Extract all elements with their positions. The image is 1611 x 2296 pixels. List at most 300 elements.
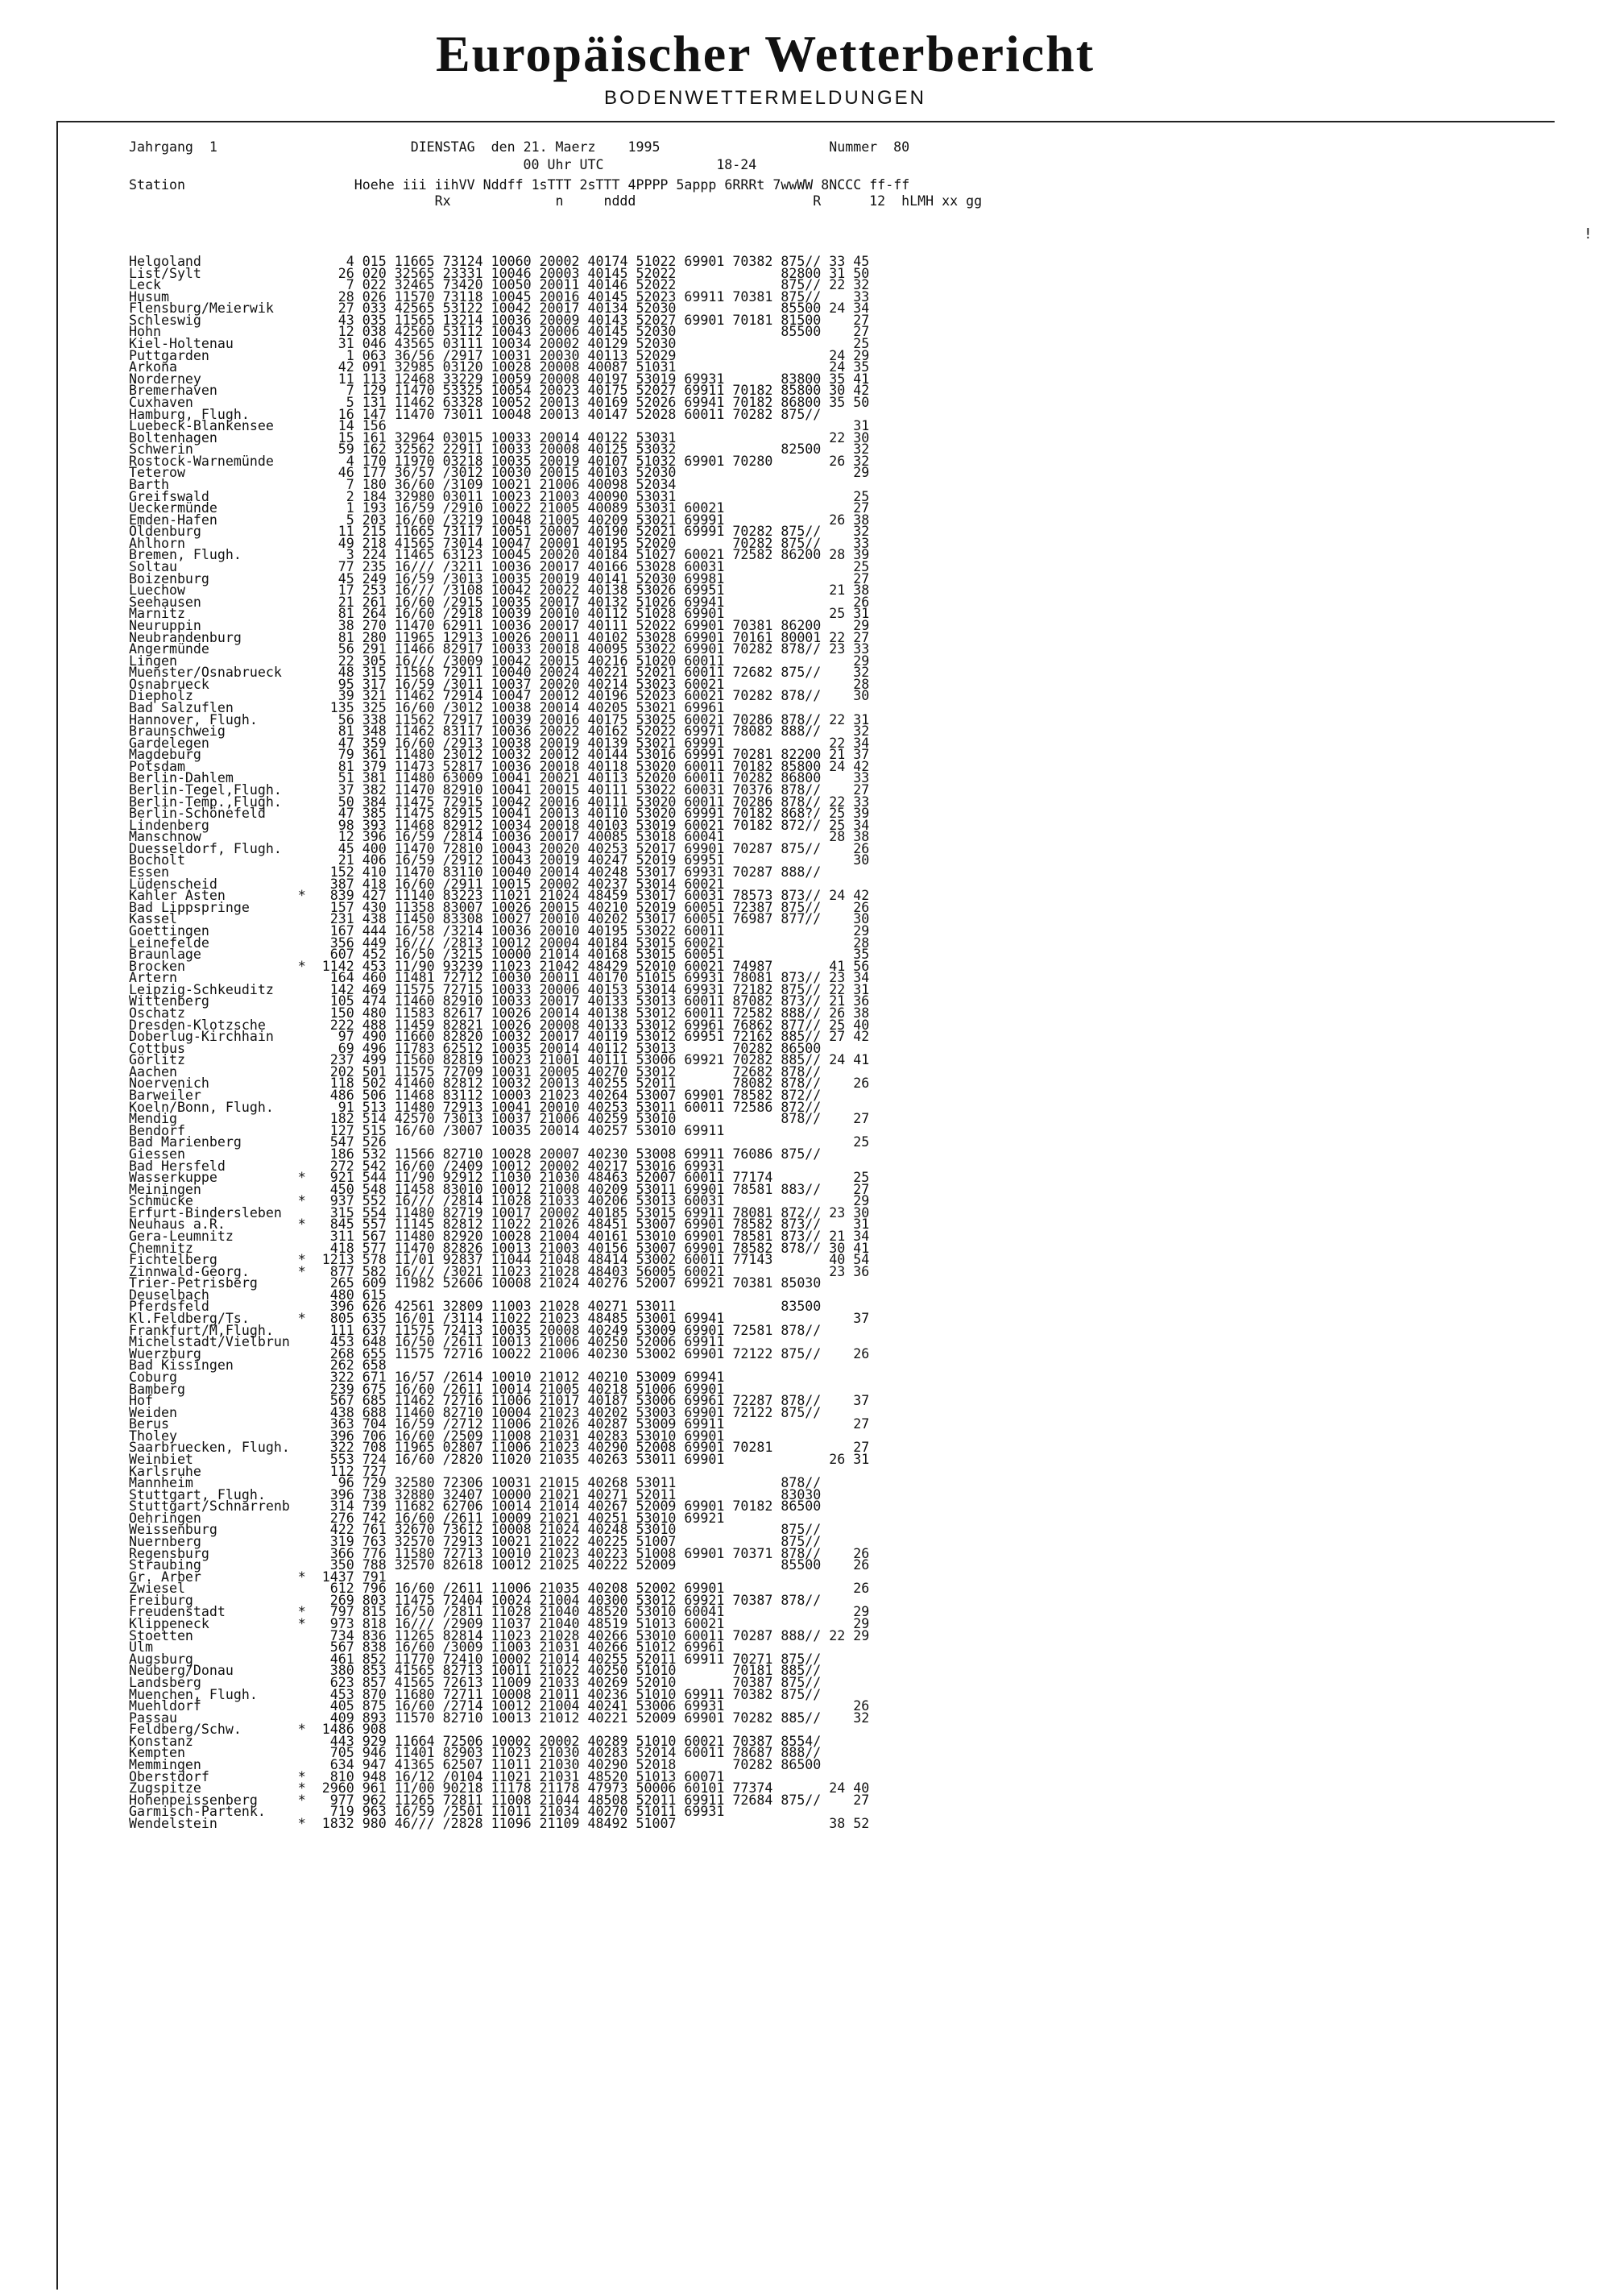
ffff-cell: 26 32: [821, 453, 870, 469]
appp-cell: 51028: [627, 606, 677, 622]
station-name: Soltau: [129, 559, 298, 575]
station-name: Boizenburg: [129, 570, 298, 586]
station-name: Bad Salzuflen: [129, 699, 298, 715]
station-name: Freiburg: [129, 1592, 298, 1608]
rrrt-cell: 69961: [676, 1393, 725, 1409]
iii-cell: 046: [354, 336, 387, 352]
pppp-cell: 40269: [579, 1674, 628, 1690]
hoehe-cell: 845: [305, 1216, 354, 1233]
sttt1-cell: 10000: [482, 1486, 532, 1502]
sttt2-cell: 20017: [531, 829, 580, 845]
ffff-cell: 26: [821, 594, 870, 610]
mountain-flag: *: [297, 1780, 306, 1797]
hoehe-cell: 272: [305, 1158, 354, 1174]
pppp-cell: 40266: [579, 1627, 628, 1643]
ffff-cell: 22 33: [821, 794, 870, 810]
iii-cell: 502: [354, 1075, 387, 1092]
hoehe-cell: 319: [305, 1534, 354, 1550]
iii-cell: 554: [354, 1204, 387, 1221]
station-name: Leipzig-Schkeuditz: [129, 981, 298, 997]
nddff-cell: 73013: [434, 1111, 483, 1127]
nddff-cell: /2712: [434, 1416, 483, 1432]
appp-cell: 53012: [627, 1005, 677, 1021]
nddff-cell: 23012: [434, 747, 483, 763]
sttt1-cell: 10026: [482, 1005, 532, 1021]
day-label: DIENSTAG: [410, 139, 475, 155]
ffff-cell: 27: [821, 500, 870, 516]
station-name: Berus: [129, 1416, 298, 1432]
hoehe-cell: 553: [305, 1451, 354, 1467]
pppp-cell: 40271: [579, 1486, 628, 1502]
sttt1-cell: 10035: [482, 1122, 532, 1138]
sttt1-cell: 10040: [482, 665, 532, 681]
nddff-cell: 82710: [434, 1710, 483, 1726]
nccc-cell: 85500: [772, 324, 822, 340]
sttt2-cell: 21044: [531, 1792, 580, 1808]
ffff-cell: 33: [821, 288, 870, 305]
pppp-cell: 40230: [579, 1345, 628, 1361]
rrrt-cell: 69931: [676, 1158, 725, 1174]
iii-cell: 321: [354, 688, 387, 704]
wwww-cell: 70381: [724, 617, 773, 633]
nddff-cell: 02807: [434, 1440, 483, 1456]
rrrt-cell: 69901: [676, 1381, 725, 1397]
sttt2-cell: 20013: [531, 806, 580, 822]
nddff-cell: 83007: [434, 899, 483, 915]
hoehe-cell: 7: [305, 476, 354, 492]
iii-cell: 438: [354, 911, 387, 927]
appp-cell: 51015: [627, 970, 677, 986]
hoehe-cell: 47: [305, 735, 354, 751]
appp-cell: 52009: [627, 1710, 677, 1726]
pppp-cell: 40190: [579, 524, 628, 540]
pppp-cell: 40113: [579, 770, 628, 786]
pppp-cell: 40103: [579, 817, 628, 833]
rrrt-cell: 69931: [676, 864, 725, 881]
sttt2-cell: 21014: [531, 1498, 580, 1515]
hoehe-cell: 322: [305, 1440, 354, 1456]
appp-cell: 53019: [627, 371, 677, 387]
nddff-cell: 72914: [434, 688, 483, 704]
nccc-cell: 873//: [772, 970, 822, 986]
wwww-cell: 70382: [724, 254, 773, 269]
sttt1-cell: 10014: [482, 1381, 532, 1397]
station-name: Barweiler: [129, 1088, 298, 1104]
appp-cell: 51007: [627, 1534, 677, 1550]
iii-cell: 193: [354, 500, 387, 516]
nddff-cell: 82920: [434, 1228, 483, 1244]
nccc-cell: 875//: [772, 840, 822, 856]
nddff-cell: 53112: [434, 324, 483, 340]
margin-mark: !: [1584, 226, 1592, 242]
sttt1-cell: 10033: [482, 993, 532, 1009]
iihvv-cell: 42570: [386, 1111, 435, 1127]
iihvv-cell: 43565: [386, 336, 435, 352]
pppp-cell: 40210: [579, 1369, 628, 1385]
iihvv-cell: 41565: [386, 1674, 435, 1690]
sttt2-cell: 21006: [531, 1111, 580, 1127]
pppp-cell: 40089: [579, 500, 628, 516]
sttt1-cell: 10045: [482, 547, 532, 563]
pppp-cell: 40098: [579, 476, 628, 492]
hoehe-cell: 2960: [305, 1780, 354, 1797]
station-name: Coburg: [129, 1369, 298, 1385]
iihvv-cell: 16/57: [386, 1369, 435, 1385]
sttt1-cell: 10036: [482, 559, 532, 575]
ffff-cell: 32: [821, 665, 870, 681]
iii-cell: 658: [354, 1357, 387, 1374]
hoehe-cell: 810: [305, 1768, 354, 1784]
sttt1-cell: 11178: [482, 1780, 532, 1797]
nddff-cell: 82713: [434, 1663, 483, 1679]
appp-cell: 52026: [627, 394, 677, 410]
nccc-cell: 86500: [772, 1757, 822, 1772]
nddff-cell: 82915: [434, 806, 483, 822]
nddff-cell: 82719: [434, 1204, 483, 1221]
ffff-cell: 40 54: [821, 1252, 870, 1268]
hoehe-cell: 98: [305, 817, 354, 833]
sttt2-cell: 20012: [531, 688, 580, 704]
sttt2-cell: 20015: [531, 899, 580, 915]
appp-cell: 53011: [627, 1451, 677, 1467]
station-name: Passau: [129, 1710, 298, 1726]
pppp-cell: 40255: [579, 1651, 628, 1667]
appp-cell: 51006: [627, 1381, 677, 1397]
ffff-cell: 32: [821, 1710, 870, 1726]
rrrt-cell: 60021: [676, 1733, 725, 1749]
hoehe-cell: 150: [305, 1005, 354, 1021]
nddff-cell: 73014: [434, 535, 483, 551]
appp-cell: 51020: [627, 653, 677, 669]
sttt2-cell: 20010: [531, 1099, 580, 1115]
iii-cell: 857: [354, 1674, 387, 1690]
sttt2-cell: 20030: [531, 347, 580, 363]
hoehe-cell: 135: [305, 699, 354, 715]
sttt1-cell: 10034: [482, 817, 532, 833]
station-name: Kahler Asten: [129, 888, 298, 904]
rrrt-cell: 60011: [676, 1005, 725, 1021]
appp-cell: 53014: [627, 981, 677, 997]
appp-cell: 53002: [627, 1252, 677, 1268]
iii-cell: 261: [354, 594, 387, 610]
sttt1-cell: 10003: [482, 1088, 532, 1104]
wwww-cell: 77143: [724, 1252, 773, 1268]
ffff-cell: 31: [821, 1216, 870, 1233]
nddff-cell: /2910: [434, 500, 483, 516]
station-name: Ueckermünde: [129, 500, 298, 516]
rrrt-cell: 60011: [676, 1745, 725, 1761]
ffff-cell: 22 29: [821, 1627, 870, 1643]
col-r: R: [813, 193, 822, 209]
iii-cell: 704: [354, 1416, 387, 1432]
hoehe-cell: 567: [305, 1393, 354, 1409]
sttt1-cell: 10012: [482, 1158, 532, 1174]
iihvv-cell: 16/12: [386, 1768, 435, 1784]
iii-cell: 729: [354, 1475, 387, 1491]
nccc-cell: 85500: [772, 300, 822, 317]
wwww-cell: 70181: [724, 1663, 773, 1679]
iihvv-cell: 11664: [386, 1733, 435, 1749]
nccc-cell: 875//: [772, 1345, 822, 1361]
station-name: Neuhaus a.R.: [129, 1216, 298, 1233]
iihvv-cell: 11462: [386, 1393, 435, 1409]
wwww-cell: 70182: [724, 806, 773, 822]
rrrt-cell: 69901: [676, 1228, 725, 1244]
iii-cell: 129: [354, 383, 387, 399]
station-name: Schleswig: [129, 312, 298, 328]
ffff-cell: 33 45: [821, 254, 870, 269]
hoehe-cell: 380: [305, 1663, 354, 1679]
appp-cell: 52030: [627, 336, 677, 352]
wwww-cell: 70282: [724, 1710, 773, 1726]
rrrt-cell: 69911: [676, 1792, 725, 1808]
appp-cell: 52022: [627, 723, 677, 740]
sttt2-cell: 20018: [531, 758, 580, 774]
iihvv-cell: 11481: [386, 970, 435, 986]
pppp-cell: 40133: [579, 993, 628, 1009]
iii-cell: 727: [354, 1463, 387, 1479]
rrrt-cell: 69931: [676, 970, 725, 986]
pppp-cell: 40102: [579, 629, 628, 645]
pppp-cell: 40195: [579, 922, 628, 939]
sttt2-cell: 21048: [531, 1252, 580, 1268]
hoehe-cell: 276: [305, 1510, 354, 1526]
pppp-cell: 40090: [579, 488, 628, 504]
nccc-cell: 875//: [772, 524, 822, 540]
pppp-cell: 40253: [579, 840, 628, 856]
iii-cell: 452: [354, 947, 387, 963]
station-name: Braunschweig: [129, 723, 298, 740]
hoehe-cell: 877: [305, 1263, 354, 1279]
hoehe-cell: 28: [305, 288, 354, 305]
sttt2-cell: 20008: [531, 441, 580, 458]
pppp-cell: 40283: [579, 1428, 628, 1444]
sttt2-cell: 21022: [531, 1534, 580, 1550]
sttt1-cell: 10037: [482, 1111, 532, 1127]
iii-cell: 453: [354, 958, 387, 974]
wwww-cell: 70387: [724, 1674, 773, 1690]
iihvv-cell: 11462: [386, 723, 435, 740]
ffff-cell: 25 31: [821, 606, 870, 622]
iii-cell: 791: [354, 1569, 387, 1585]
wwww-cell: 76862: [724, 1017, 773, 1033]
pppp-cell: 40111: [579, 794, 628, 810]
hoehe-cell: 45: [305, 840, 354, 856]
nddff-cell: 83223: [434, 888, 483, 904]
wwww-cell: 78582: [724, 1088, 773, 1104]
sttt2-cell: 20007: [531, 524, 580, 540]
rrrt-cell: 69981: [676, 570, 725, 586]
ffff-cell: 21 36: [821, 993, 870, 1009]
nddff-cell: /2611: [434, 1581, 483, 1597]
appp-cell: 52028: [627, 406, 677, 422]
rrrt-cell: 60011: [676, 665, 725, 681]
hoehe-cell: 37: [305, 782, 354, 798]
sttt2-cell: 20006: [531, 324, 580, 340]
ffff-cell: 24 29: [821, 347, 870, 363]
ffff-cell: 23 36: [821, 1263, 870, 1279]
iihvv-cell: 16/59: [386, 829, 435, 845]
wwww-cell: 70287: [724, 840, 773, 856]
ffff-cell: 37: [821, 1393, 870, 1409]
sttt1-cell: 10060: [482, 254, 532, 269]
pppp-cell: 40253: [579, 1099, 628, 1115]
ffff-cell: 21 38: [821, 582, 870, 599]
col-rx: Rx: [434, 193, 451, 209]
appp-cell: 52009: [627, 1498, 677, 1515]
nddff-cell: 82903: [434, 1745, 483, 1761]
wwww-cell: 78582: [724, 1216, 773, 1233]
iii-cell: 038: [354, 324, 387, 340]
station-name: Duesseldorf, Flugh.: [129, 840, 298, 856]
appp-cell: 52022: [627, 265, 677, 281]
rrrt-cell: 60021: [676, 1263, 725, 1279]
rrrt-cell: 69931: [676, 1698, 725, 1714]
pppp-cell: 40230: [579, 1146, 628, 1162]
wwww-cell: 76987: [724, 911, 773, 927]
rrrt-cell: 69911: [676, 1204, 725, 1221]
nccc-cell: 875//: [772, 1534, 822, 1550]
pppp-cell: 40271: [579, 1299, 628, 1315]
sttt2-cell: 21014: [531, 947, 580, 963]
pppp-cell: 40138: [579, 1005, 628, 1021]
pppp-cell: 40206: [579, 1193, 628, 1209]
nddff-cell: 62507: [434, 1757, 483, 1772]
wwww-cell: 70280: [724, 453, 773, 469]
iii-cell: 929: [354, 1733, 387, 1749]
sttt2-cell: 21040: [531, 1616, 580, 1632]
sttt1-cell: 10052: [482, 394, 532, 410]
iii-cell: 946: [354, 1745, 387, 1761]
sttt1-cell: 11003: [482, 1639, 532, 1656]
hoehe-cell: 1437: [305, 1569, 354, 1585]
hoehe-cell: 719: [305, 1804, 354, 1820]
ffff-cell: 27: [821, 312, 870, 328]
wwww-cell: 72162: [724, 1029, 773, 1045]
rrrt-cell: 60021: [676, 876, 725, 892]
station-name: Deuselbach: [129, 1287, 298, 1303]
rrrt-cell: 60011: [676, 1099, 725, 1115]
appp-cell: 53009: [627, 1322, 677, 1338]
sttt1-cell: 10034: [482, 336, 532, 352]
sttt1-cell: 10026: [482, 629, 532, 645]
nddff-cell: /2811: [434, 1604, 483, 1620]
sttt2-cell: 20002: [531, 1158, 580, 1174]
iihvv-cell: 11660: [386, 1029, 435, 1045]
hoehe-cell: 48: [305, 665, 354, 681]
wwww-cell: 70376: [724, 782, 773, 798]
hoehe-cell: 46: [305, 465, 354, 481]
pppp-cell: 40248: [579, 1522, 628, 1538]
sttt2-cell: 20014: [531, 1040, 580, 1056]
station-name: Oberstdorf: [129, 1768, 298, 1784]
nccc-cell: 86500: [772, 1498, 822, 1515]
rrrt-cell: 69991: [676, 806, 725, 822]
hoehe-cell: 5: [305, 512, 354, 528]
station-name: Magdeburg: [129, 747, 298, 763]
sttt1-cell: 10038: [482, 735, 532, 751]
iii-cell: 542: [354, 1158, 387, 1174]
ffff-cell: 27: [821, 1440, 870, 1456]
wwww-cell: 72582: [724, 547, 773, 563]
nddff-cell: /3215: [434, 947, 483, 963]
wwww-cell: 70282: [724, 1040, 773, 1056]
wwww-cell: 72684: [724, 1792, 773, 1808]
pppp-cell: 40085: [579, 829, 628, 845]
rrrt-cell: 69911: [676, 1416, 725, 1432]
nccc-cell: 885//: [772, 1029, 822, 1045]
nddff-cell: 82819: [434, 1052, 483, 1068]
iii-cell: 548: [354, 1181, 387, 1197]
station-name: Mannheim: [129, 1475, 298, 1491]
sttt2-cell: 21033: [531, 1193, 580, 1209]
pppp-cell: 40095: [579, 641, 628, 657]
hoehe-cell: 59: [305, 441, 354, 458]
station-name: Zugspitze: [129, 1780, 298, 1797]
sttt1-cell: 11030: [482, 1170, 532, 1186]
ffff-cell: 27: [821, 1416, 870, 1432]
nccc-cell: 878//: [772, 782, 822, 798]
sttt2-cell: 20013: [531, 394, 580, 410]
nddff-cell: 73124: [434, 254, 483, 269]
iihvv-cell: 32985: [386, 359, 435, 375]
appp-cell: 52018: [627, 1757, 677, 1772]
nddff-cell: /3211: [434, 559, 483, 575]
sttt2-cell: 20022: [531, 723, 580, 740]
appp-cell: 52019: [627, 899, 677, 915]
hoehe-cell: 396: [305, 1299, 354, 1315]
hoehe-cell: 15: [305, 429, 354, 446]
iii-cell: 264: [354, 606, 387, 622]
ffff-cell: 22 34: [821, 735, 870, 751]
iihvv-cell: 11475: [386, 1592, 435, 1608]
pppp-cell: 40175: [579, 711, 628, 727]
sttt1-cell: 10022: [482, 500, 532, 516]
sttt2-cell: 20008: [531, 371, 580, 387]
ffff-cell: 35: [821, 947, 870, 963]
sttt1-cell: 11028: [482, 1604, 532, 1620]
station-name: Mendig: [129, 1111, 298, 1127]
iii-cell: 488: [354, 1017, 387, 1033]
sttt1-cell: 10028: [482, 359, 532, 375]
hoehe-cell: 50: [305, 794, 354, 810]
hoehe-cell: 486: [305, 1088, 354, 1104]
hoehe-cell: 12: [305, 324, 354, 340]
iihvv-cell: 11465: [386, 547, 435, 563]
rrrt-cell: 69901: [676, 1181, 725, 1197]
iii-cell: 963: [354, 1804, 387, 1820]
sttt1-cell: 10041: [482, 806, 532, 822]
iihvv-cell: 11470: [386, 864, 435, 881]
appp-cell: 53012: [627, 1017, 677, 1033]
wwww-cell: 70387: [724, 1592, 773, 1608]
nccc-cell: [772, 1816, 821, 1831]
wwww-cell: 72122: [724, 1404, 773, 1420]
sttt2-cell: 20002: [531, 1733, 580, 1749]
iihvv-cell: 11965: [386, 1440, 435, 1456]
appp-cell: 50006: [627, 1780, 677, 1797]
iii-cell: 514: [354, 1111, 387, 1127]
col-iihvv: iihVV: [426, 177, 475, 193]
iii-cell: 430: [354, 899, 387, 915]
hoehe-cell: 56: [305, 641, 354, 657]
sttt1-cell: 10043: [482, 840, 532, 856]
hoehe-cell: 422: [305, 1522, 354, 1538]
wwww-cell: 70282: [724, 688, 773, 704]
rrrt-cell: 69901: [676, 1345, 725, 1361]
nddff-cell: /2915: [434, 594, 483, 610]
sttt1-cell: 11011: [482, 1757, 532, 1772]
